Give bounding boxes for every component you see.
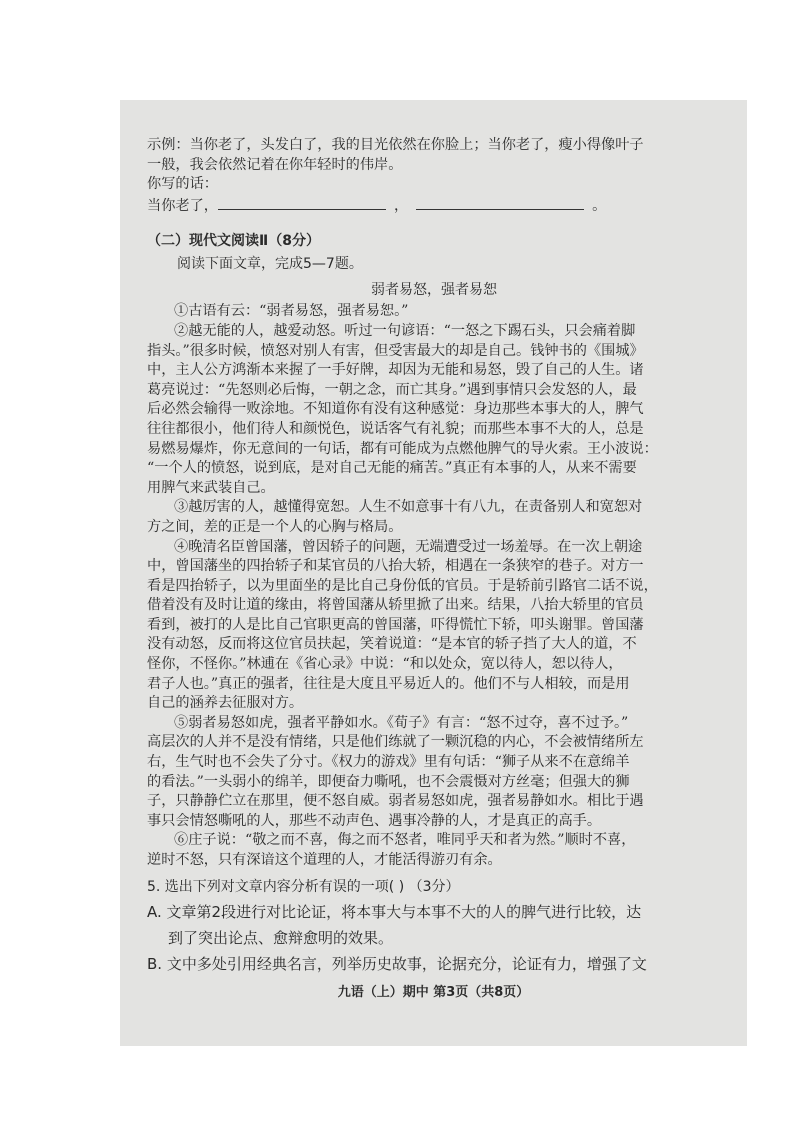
comma-separator: ， <box>393 197 409 214</box>
paragraph-line: 怪你，不怪你。”林逋在《省心录》中说：“和以处众，宽以待人，恕以待人， <box>147 656 623 673</box>
example-block <box>147 136 721 216</box>
example-line: 一般，我会依然记着在你年轻时的伟岸。 <box>147 156 403 173</box>
option-line: 到了突出论点、愈辩愈明的效果。 <box>168 928 394 947</box>
paragraph-line: ②越无能的人，越爱动怒。听过一句谚语：“一怒之下踢石头，只会痛着脚 <box>174 322 636 339</box>
paragraph-line: 易燃易爆炸，你无意间的一句话，都有可能成为点燃他脾气的导火索。王小波说： <box>147 440 658 457</box>
answer-prompt-line <box>147 195 721 217</box>
paragraph-5 <box>147 714 721 832</box>
your-answer-label: 你写的话： <box>147 176 218 193</box>
paragraph-line: ①古语有云：“弱者易怒，强者易恕。” <box>174 303 409 320</box>
exam-page <box>120 100 747 1046</box>
period: 。 <box>592 197 607 214</box>
paragraph-line: 指头。”很多时候，愤怒对别人有害，但受害最大的却是自己。钱钟书的《围城》 <box>147 342 644 359</box>
option-b[interactable] <box>147 951 721 977</box>
option-line: A. 文章第2段进行对比论证，将本事大与本事不大的人的脾气进行比较，达 <box>147 902 642 921</box>
paragraph-line: 自己的涵养去征服对方。 <box>147 695 304 712</box>
answer-blank-1[interactable] <box>218 195 386 210</box>
paragraph-6 <box>147 831 721 870</box>
paragraph-line: 借着没有及时让道的缘由，将曾国藩从轿里掀了出来。结果，八抬大轿里的官员 <box>147 597 644 614</box>
prompt-prefix: 当你老了， <box>147 197 218 214</box>
paragraph-line: 中，主人公方鸿渐本来握了一手好牌，却因为无能和易怒，毁了自己的人生。诸 <box>147 362 644 379</box>
paragraph-line: 中，曾国藩坐的四抬轿子和某官员的八抬大轿，相遇在一条狭窄的巷子。对方一 <box>147 558 644 575</box>
section-title: （二）现代文阅读Ⅱ（8分） <box>147 233 320 250</box>
paragraph-line: ③越厉害的人，越懂得宽恕。人生不如意事十有八九，在责备别人和宽恕对 <box>174 499 643 516</box>
option-line: B. 文中多处引用经典名言，列举历史故事，论据充分，论证有力，增强了文 <box>147 954 647 973</box>
page-footer: 九语（上）期中 第3页（共8页） <box>337 985 530 1000</box>
section-instruction: 阅读下面文章，完成5—7题。 <box>177 256 363 273</box>
article-body <box>147 302 721 870</box>
paragraph-line: 没有动怒，反而将这位官员扶起，笑着说道：“是本官的轿子挡了大人的道，不 <box>147 636 637 653</box>
paragraph-line: ⑥庄子说：“敬之而不喜，侮之而不怒者，唯同乎天和者为然。”顺时不喜， <box>174 832 636 849</box>
paragraph-line: ⑤弱者易怒如虎，强者平静如水。《荀子》有言：“怒不过夺，喜不过予。” <box>174 714 629 731</box>
paragraph-line: 后必然会输得一败涂地。不知道你有没有这种感觉：身边那些本事大的人，脾气 <box>147 401 644 418</box>
paragraph-1 <box>147 302 721 322</box>
question-5-title: 5. 选出下列对文章内容分析有误的一项( ) （3分） <box>147 878 460 895</box>
paragraph-line: 往往都很小，他们待人和颜悦色，说话客气有礼貌；而那些本事不大的人，总是 <box>147 420 644 437</box>
paragraph-line: 葛亮说过：“先怒则必后悔，一朝之念，而亡其身。”遇到事情只会发怒的人，最 <box>147 381 637 398</box>
paragraph-line: 逆时不怒，只有深谙这个道理的人，才能活得游刃有余。 <box>147 852 502 868</box>
paragraph-line: “一个人的愤怒，说到底，是对自己无能的痛苦。”真正有本事的人，从来不需要 <box>147 460 637 477</box>
paragraph-2 <box>147 322 721 498</box>
article-title: 弱者易怒，强者易恕 <box>371 282 497 299</box>
paragraph-line: 事只会情怒嘶吼的人，那些不动声色、遇事冷静的人，才是真正的高手。 <box>147 812 602 829</box>
paragraph-line: 方之间，差的正是一个人的心胸与格局。 <box>147 518 403 535</box>
paragraph-4 <box>147 538 721 714</box>
paragraph-3 <box>147 498 721 537</box>
example-line: 示例：当你老了，头发白了，我的目光依然在你脸上；当你老了，瘦小得像叶子 <box>147 137 644 153</box>
paragraph-line: 高层次的人并不是没有情绪，只是他们练就了一颗沉稳的内心，不会被情绪所左 <box>147 734 644 751</box>
paragraph-line: 右，生气时也不会失了分寸。《权力的游戏》里有句话：“狮子从来不在意绵羊 <box>147 754 630 771</box>
answer-blank-2[interactable] <box>416 195 584 210</box>
paragraph-line: 子，只静静伫立在那里，便不怒自威。弱者易怒如虎，强者易静如水。相比于遇 <box>147 793 644 810</box>
option-a[interactable] <box>147 899 721 951</box>
paragraph-line: 看到，被打的人是比自己官职更高的曾国藩，吓得慌忙下轿，叩头谢罪。曾国藩 <box>147 616 644 633</box>
paragraph-line: 用脾气来武装自己。 <box>147 479 275 496</box>
question-5-options <box>147 899 721 977</box>
paragraph-line: 的看法。”一头弱小的绵羊，即便奋力嘶吼，也不会震慑对方丝毫；但强大的狮 <box>147 773 630 790</box>
paragraph-line: 看是四抬轿子，以为里面坐的是比自己身份低的官员。于是轿前引路官二话不说， <box>147 577 658 594</box>
paragraph-line: 君子人也。”真正的强者，往往是大度且平易近人的。他们不与人相较，而是用 <box>147 675 630 692</box>
paragraph-line: ④晚清名臣曾国藩，曾因轿子的问题，无端遭受过一场羞辱。在一次上朝途 <box>174 538 643 555</box>
